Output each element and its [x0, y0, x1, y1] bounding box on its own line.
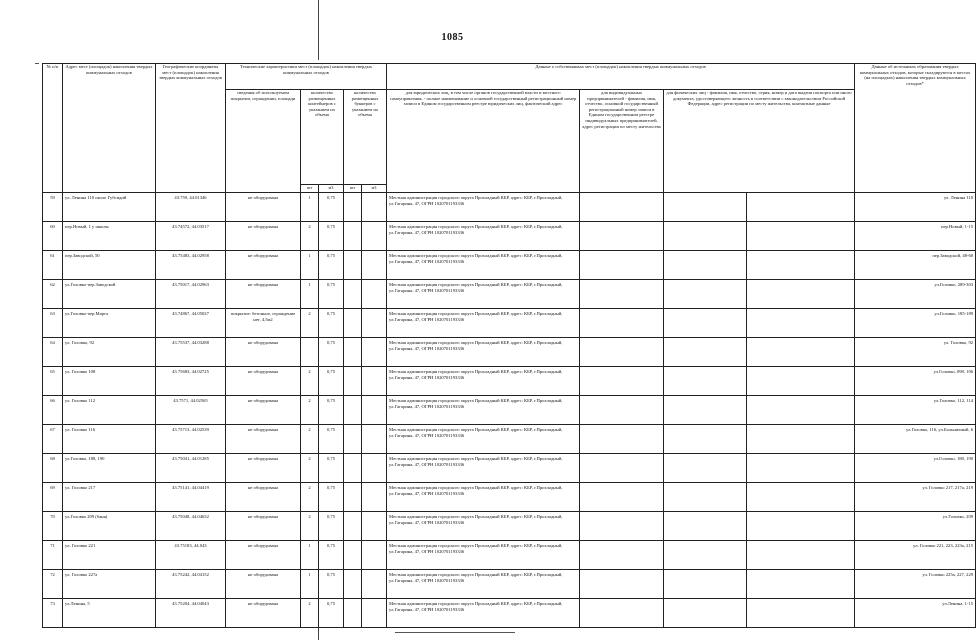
coverage-cell: не оборудована	[226, 454, 301, 483]
table-row	[43, 367, 976, 396]
owner-legal-cell: Местная администрация городского округа Прохладный КБР, адрес: КБР, г.Прохладный, ул.Гагарина, 47, ОГРН 1020701193336	[387, 251, 580, 280]
owner-person-cell	[664, 309, 747, 338]
owner-legal-cell: Местная администрация городского округа Прохладный КБР, адрес: КБР, г.Прохладный, ул.Гагарина, 47, ОГРН 1020701193336	[387, 193, 580, 222]
bunker-count-cell	[344, 280, 362, 309]
header-owner-ip: для индивидуальных предпринимателей - фамилия, имя, отчество, основной государственный регистрационный номер записи в Едином государственном реестре индивидуальных предпринимателей, адрес регистрации по месту жительства	[580, 90, 664, 193]
coords-cell: 43.74572, 44.03517	[156, 222, 226, 251]
owner-ip-cell	[580, 251, 664, 280]
table-row	[43, 425, 976, 454]
owner-ip-cell	[580, 309, 664, 338]
row-number: 69	[43, 483, 63, 512]
row-number: 61	[43, 251, 63, 280]
address-cell: ул. Головко 217	[63, 483, 156, 512]
coords-cell: 43.75041, 44.01285	[156, 454, 226, 483]
bunker-volume-cell	[362, 251, 387, 280]
header-owner-person: для физических лиц - фамилия, имя, отчество, серия, номер и дата выдачи паспорта или иного документа, удостоверяющего личность в соответствии с законодательством Российской Федерации, адрес регистрации по месту жительства, контактные данные	[664, 90, 855, 193]
owner-person-cell	[664, 338, 747, 367]
coords-cell: 43.7571, 44.02565	[156, 396, 226, 425]
address-cell: ул.Ленина, 5	[63, 599, 156, 628]
table-header	[43, 64, 976, 193]
owner-person-extra-cell	[747, 367, 855, 396]
container-volume-cell: 0,75	[319, 512, 344, 541]
address-cell: ул. Головко 112	[63, 396, 156, 425]
owner-ip-cell	[580, 396, 664, 425]
owner-ip-cell	[580, 425, 664, 454]
bunker-volume-cell	[362, 541, 387, 570]
bunker-volume-cell	[362, 338, 387, 367]
row-number: 67	[43, 425, 63, 454]
bunker-volume-cell	[362, 512, 387, 541]
source-cell: ул. Ленина 110	[855, 193, 976, 222]
bunker-volume-cell	[362, 454, 387, 483]
source-cell: пер.Новый, 1-15	[855, 222, 976, 251]
bunker-count-cell	[344, 338, 362, 367]
container-volume-cell: 0,75	[319, 396, 344, 425]
table-row	[43, 280, 976, 309]
container-volume-cell: 0,75	[319, 425, 344, 454]
owner-legal-cell: Местная администрация городского округа Прохладный КБР, адрес: КБР, г.Прохладный, ул.Гагарина, 47, ОГРН 1020701193336	[387, 570, 580, 599]
bunker-volume-cell	[362, 367, 387, 396]
row-number: 62	[43, 280, 63, 309]
table-row	[43, 309, 976, 338]
owner-person-cell	[664, 454, 747, 483]
source-cell: ул.Головко, 112, 114	[855, 396, 976, 425]
header-unit-m3: м3	[319, 185, 344, 193]
owner-ip-cell	[580, 454, 664, 483]
owner-person-cell	[664, 541, 747, 570]
header-unit-pcs: шт	[344, 185, 362, 193]
address-cell: ул. Головко 227а	[63, 570, 156, 599]
container-count-cell: 2	[301, 309, 319, 338]
table-row	[43, 396, 976, 425]
owner-legal-cell: Местная администрация городского округа Прохладный КБР, адрес: КБР, г.Прохладный, ул.Гагарина, 47, ОГРН 1020701193336	[387, 338, 580, 367]
coverage-cell: не оборудована	[226, 541, 301, 570]
coverage-cell: не оборудована	[226, 222, 301, 251]
owner-person-cell	[664, 570, 747, 599]
address-cell: ул. Ленина 110 около Губсидий	[63, 193, 156, 222]
bunker-volume-cell	[362, 309, 387, 338]
header-address: Адрес мест (площадок) накопления твердых коммунальных отходов	[63, 64, 156, 193]
container-volume-cell: 0,75	[319, 222, 344, 251]
owner-person-extra-cell	[747, 425, 855, 454]
page-number: 1085	[441, 32, 464, 43]
source-cell: ул.Головко, 209	[855, 512, 976, 541]
source-cell: ул.Головко, 116, ул.Больничный, 6	[855, 425, 976, 454]
owner-person-cell	[664, 280, 747, 309]
bunker-volume-cell	[362, 396, 387, 425]
table-row	[43, 570, 976, 599]
owner-person-extra-cell	[747, 512, 855, 541]
owner-legal-cell: Местная администрация городского округа Прохладный КБР, адрес: КБР, г.Прохладный, ул.Гагарина, 47, ОГРН 1020701193336	[387, 512, 580, 541]
header-unit-m3: м3	[362, 185, 387, 193]
container-volume-cell: 0,75	[319, 483, 344, 512]
owner-legal-cell: Местная администрация городского округа Прохладный КБР, адрес: КБР, г.Прохладный, ул.Гагарина, 47, ОГРН 1020701193336	[387, 309, 580, 338]
owner-person-cell	[664, 222, 747, 251]
row-number: 63	[43, 309, 63, 338]
coverage-cell: не оборудована	[226, 338, 301, 367]
container-volume-cell: 0,75	[319, 454, 344, 483]
owner-ip-cell	[580, 599, 664, 628]
coords-cell: 43.75683, 44.02725	[156, 367, 226, 396]
source-cell: ул.Головко, 188, 190	[855, 454, 976, 483]
owner-legal-cell: Местная администрация городского округа Прохладный КБР, адрес: КБР, г.Прохладный, ул.Гагарина, 47, ОГРН 1020701193336	[387, 280, 580, 309]
header-coords: Географические координаты мест (площадок) накопления твердых коммунальных отходов	[156, 64, 226, 193]
source-cell: ул. Головко, 92	[855, 338, 976, 367]
registry-table	[42, 63, 976, 628]
container-volume-cell: 0,75	[319, 599, 344, 628]
bunker-count-cell	[344, 541, 362, 570]
bunker-volume-cell	[362, 193, 387, 222]
container-volume-cell: 0,75	[319, 193, 344, 222]
container-volume-cell: 0,75	[319, 309, 344, 338]
owner-ip-cell	[580, 338, 664, 367]
owner-person-extra-cell	[747, 483, 855, 512]
header-tech: Технические характеристики мест (площадок) накопления твердых коммунальных отходов	[226, 64, 387, 90]
header-owner-legal: для юридических лиц, в том числе органов государственной власти и местного самоуправления, - полное наименование и основной государственный регистрационный номер записи в Едином государственном реестре юридических лиц, фактический адрес	[387, 90, 580, 193]
container-count-cell	[301, 338, 319, 367]
row-number: 65	[43, 367, 63, 396]
address-cell: ул.Головко 209 (баня)	[63, 512, 156, 541]
container-count-cell: 2	[301, 599, 319, 628]
bunker-count-cell	[344, 251, 362, 280]
bunker-count-cell	[344, 425, 362, 454]
row-number: 60	[43, 222, 63, 251]
coverage-cell: не оборудована	[226, 599, 301, 628]
row-number: 68	[43, 454, 63, 483]
container-volume-cell: 0,75	[319, 338, 344, 367]
owner-legal-cell: Местная администрация городского округа Прохладный КБР, адрес: КБР, г.Прохладный, ул.Гагарина, 47, ОГРН 1020701193336	[387, 396, 580, 425]
owner-person-cell	[664, 251, 747, 280]
address-cell: ул. Головко 116	[63, 425, 156, 454]
coords-cell: 43.75713, 44.02539	[156, 425, 226, 454]
source-cell: ул. Головко 225а, 227, 229	[855, 570, 976, 599]
bunker-count-cell	[344, 222, 362, 251]
bunker-volume-cell	[362, 483, 387, 512]
container-count-cell: 1	[301, 280, 319, 309]
coords-cell: 43.75048, 44.04632	[156, 512, 226, 541]
address-cell: пер.Заводской, 50	[63, 251, 156, 280]
header-owners: Данные о собственниках мест (площадок) накопления твердых коммунальных отходов	[387, 64, 855, 90]
coords-cell: 43.759, 44.01346	[156, 193, 226, 222]
bunker-volume-cell	[362, 599, 387, 628]
container-count-cell: 2	[301, 512, 319, 541]
container-count-cell: 2	[301, 483, 319, 512]
bunker-count-cell	[344, 454, 362, 483]
row-number: 70	[43, 512, 63, 541]
coords-cell: 43.75537, 44.03288	[156, 338, 226, 367]
container-count-cell: 2	[301, 222, 319, 251]
source-cell: ул.Ленина, 1-15	[855, 599, 976, 628]
owner-ip-cell	[580, 193, 664, 222]
coords-cell: 43.74867, 44.05027	[156, 309, 226, 338]
owner-legal-cell: Местная администрация городского округа Прохладный КБР, адрес: КБР, г.Прохладный, ул.Гагарина, 47, ОГРН 1020701193336	[387, 599, 580, 628]
owner-person-extra-cell	[747, 309, 855, 338]
owner-person-extra-cell	[747, 454, 855, 483]
owner-person-extra-cell	[747, 599, 855, 628]
row-number: 71	[43, 541, 63, 570]
owner-person-extra-cell	[747, 570, 855, 599]
owner-ip-cell	[580, 570, 664, 599]
container-volume-cell: 0,75	[319, 541, 344, 570]
address-cell: ул.Головко-пер.Заводской	[63, 280, 156, 309]
source-cell: ул.Головко, 185-189	[855, 309, 976, 338]
table-row	[43, 222, 976, 251]
owner-ip-cell	[580, 512, 664, 541]
bunker-count-cell	[344, 599, 362, 628]
owner-person-extra-cell	[747, 280, 855, 309]
coords-cell: 43.75141, 44.04419	[156, 483, 226, 512]
header-sources: Данные об источниках образования твердых коммунальных отходов, которые складируются в местах (на площадках) накопления твердых коммунальных отходов*	[855, 64, 976, 193]
owner-person-cell	[664, 599, 747, 628]
header-num: № п/п	[43, 64, 63, 193]
container-count-cell: 1	[301, 541, 319, 570]
bunker-volume-cell	[362, 570, 387, 599]
coverage-cell: не оборудована	[226, 193, 301, 222]
coords-cell: 43.75483, 44.02958	[156, 251, 226, 280]
table-row	[43, 483, 976, 512]
scan-mark-left	[35, 63, 39, 64]
table-row	[43, 338, 976, 367]
container-count-cell: 2	[301, 425, 319, 454]
owner-person-cell	[664, 425, 747, 454]
container-count-cell: 2	[301, 367, 319, 396]
owner-legal-cell: Местная администрация городского округа Прохладный КБР, адрес: КБР, г.Прохладный, ул.Гагарина, 47, ОГРН 1020701193336	[387, 483, 580, 512]
bunker-count-cell	[344, 483, 362, 512]
row-number: 73	[43, 599, 63, 628]
source-cell: пер.Заводской, 48-60	[855, 251, 976, 280]
bunker-volume-cell	[362, 425, 387, 454]
owner-person-cell	[664, 396, 747, 425]
coverage-cell: не оборудована	[226, 512, 301, 541]
scan-line-top	[318, 0, 319, 60]
owner-legal-cell: Местная администрация городского округа Прохладный КБР, адрес: КБР, г.Прохладный, ул.Гагарина, 47, ОГРН 1020701193336	[387, 367, 580, 396]
owner-person-extra-cell	[747, 222, 855, 251]
container-count-cell: 1	[301, 251, 319, 280]
table-row	[43, 251, 976, 280]
owner-ip-cell	[580, 483, 664, 512]
coverage-cell: не оборудована	[226, 251, 301, 280]
owner-person-cell	[664, 483, 747, 512]
row-number: 59	[43, 193, 63, 222]
bunker-volume-cell	[362, 280, 387, 309]
owner-person-extra-cell	[747, 396, 855, 425]
container-count-cell: 2	[301, 454, 319, 483]
container-count-cell: 1	[301, 570, 319, 599]
table-row	[43, 512, 976, 541]
coverage-cell: не оборудована	[226, 396, 301, 425]
owner-person-cell	[664, 367, 747, 396]
source-cell: ул. Головко 221, 223, 223а, 215	[855, 541, 976, 570]
header-bunkers: количество размещенных бункеров с указанием их объема	[344, 90, 387, 185]
table-body	[43, 193, 976, 628]
scan-mark-bottom	[395, 632, 515, 633]
coverage-cell: покрытие: бетонное, ограждение нет, 4,5м2	[226, 309, 301, 338]
owner-ip-cell	[580, 367, 664, 396]
table-row	[43, 193, 976, 222]
owner-legal-cell: Местная администрация городского округа Прохладный КБР, адрес: КБР, г.Прохладный, ул.Гагарина, 47, ОГРН 1020701193336	[387, 425, 580, 454]
owner-person-cell	[664, 193, 747, 222]
container-count-cell: 1	[301, 193, 319, 222]
coverage-cell: не оборудована	[226, 280, 301, 309]
address-cell: ул. Головко 221	[63, 541, 156, 570]
owner-legal-cell: Местная администрация городского округа Прохладный КБР, адрес: КБР, г.Прохладный, ул.Гагарина, 47, ОГРН 1020701193336	[387, 222, 580, 251]
container-count-cell: 2	[301, 396, 319, 425]
header-containers: количество размещенных контейнеров с указанием их объема	[301, 90, 344, 185]
header-unit-pcs: шт	[301, 185, 319, 193]
address-cell: ул. Головко 108	[63, 367, 156, 396]
owner-ip-cell	[580, 222, 664, 251]
coords-cell: 43.75204, 44.04043	[156, 599, 226, 628]
table-row	[43, 599, 976, 628]
coverage-cell: не оборудована	[226, 425, 301, 454]
address-cell: пер.Новый, 1 у школы	[63, 222, 156, 251]
coords-cell: 43.75242, 44.04152	[156, 570, 226, 599]
table-row	[43, 454, 976, 483]
owner-person-extra-cell	[747, 193, 855, 222]
owner-person-cell	[664, 512, 747, 541]
row-number: 66	[43, 396, 63, 425]
table-row	[43, 541, 976, 570]
owner-ip-cell	[580, 280, 664, 309]
source-cell: ул.Головко, 098, 106	[855, 367, 976, 396]
source-cell: ул.Головко, 289-303	[855, 280, 976, 309]
owner-person-extra-cell	[747, 251, 855, 280]
bunker-count-cell	[344, 367, 362, 396]
bunker-volume-cell	[362, 222, 387, 251]
owner-person-extra-cell	[747, 338, 855, 367]
container-volume-cell: 0,75	[319, 280, 344, 309]
container-volume-cell: 0,75	[319, 570, 344, 599]
row-number: 64	[43, 338, 63, 367]
owner-person-extra-cell	[747, 541, 855, 570]
container-volume-cell: 0,75	[319, 367, 344, 396]
coords-cell: 43.75017, 44.02963	[156, 280, 226, 309]
bunker-count-cell	[344, 512, 362, 541]
address-cell: ул.Головко, 188, 190	[63, 454, 156, 483]
bunker-count-cell	[344, 396, 362, 425]
source-cell: ул. Головко 217, 217а, 219	[855, 483, 976, 512]
bunker-count-cell	[344, 193, 362, 222]
header-coverage: сведения об используемом покрытии, ограждении, площади	[226, 90, 301, 193]
bunker-count-cell	[344, 570, 362, 599]
address-cell: ул. Головко, 92	[63, 338, 156, 367]
coverage-cell: не оборудована	[226, 483, 301, 512]
row-number: 72	[43, 570, 63, 599]
container-volume-cell: 0,75	[319, 251, 344, 280]
bunker-count-cell	[344, 309, 362, 338]
owner-legal-cell: Местная администрация городского округа Прохладный КБР, адрес: КБР, г.Прохладный, ул.Гагарина, 47, ОГРН 1020701193336	[387, 541, 580, 570]
coverage-cell: не оборудована	[226, 367, 301, 396]
coords-cell: 43.75183, 44.043	[156, 541, 226, 570]
address-cell: ул.Головко-пер.Марта	[63, 309, 156, 338]
coverage-cell: не оборудована	[226, 570, 301, 599]
owner-legal-cell: Местная администрация городского округа Прохладный КБР, адрес: КБР, г.Прохладный, ул.Гагарина, 47, ОГРН 1020701193336	[387, 454, 580, 483]
owner-ip-cell	[580, 541, 664, 570]
